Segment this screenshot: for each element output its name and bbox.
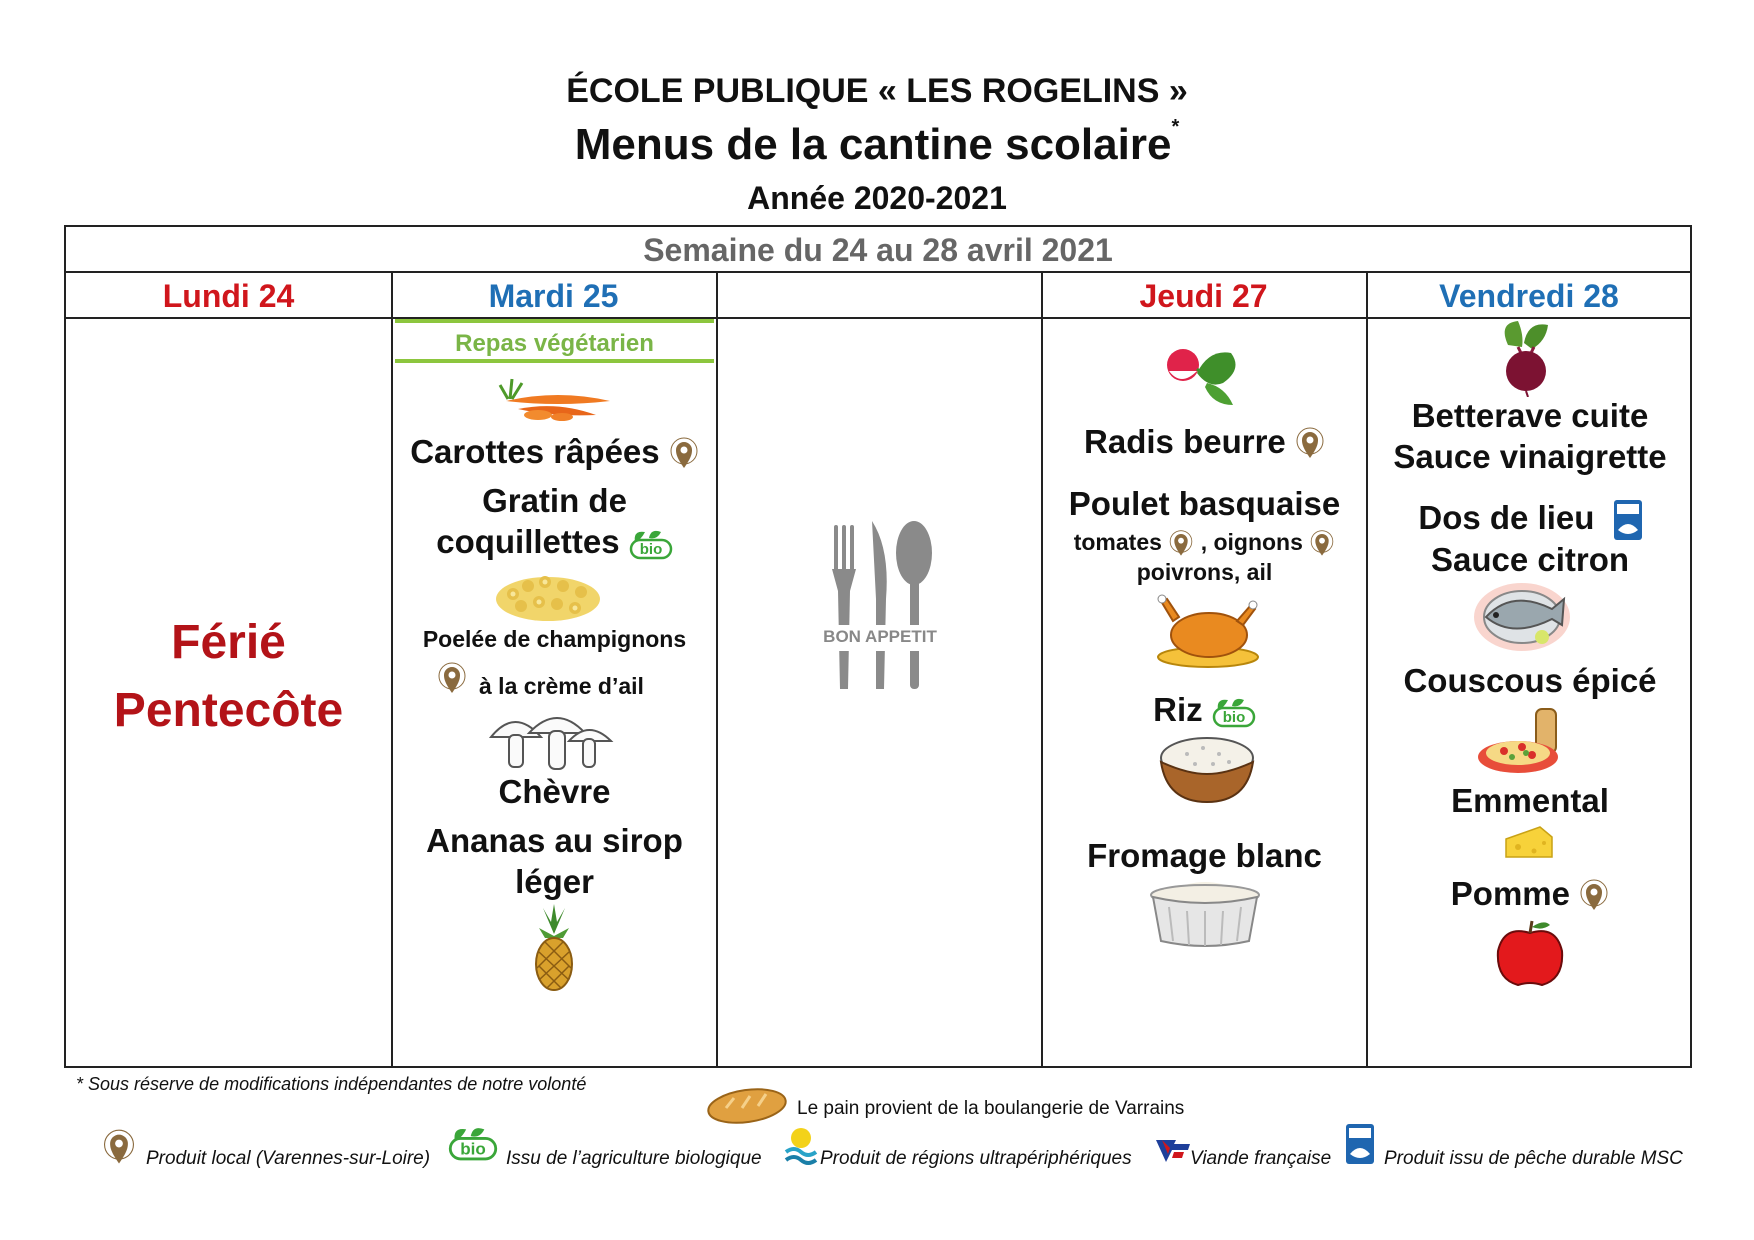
msc-icon — [1346, 1124, 1374, 1164]
bio-icon — [629, 528, 673, 560]
cheese-image — [1504, 825, 1554, 861]
roast-chicken-image — [1153, 591, 1263, 671]
dish-radis: Radis beurre — [1043, 423, 1366, 462]
bon-appetit-logo — [820, 519, 940, 699]
day-header-row — [66, 273, 1690, 319]
dish-carottes: Carottes râpées — [393, 433, 716, 472]
vegetarian-banner: Repas végétarien — [395, 319, 714, 363]
tuesday-column — [393, 319, 716, 1066]
dish-poulet-ingredients-2: poivrons, ail — [1136, 559, 1273, 585]
day-friday: Vendredi 28 — [1439, 278, 1619, 314]
week-title: Semaine du 24 au 28 avril 2021 — [66, 227, 1690, 273]
local-pin-icon — [1168, 529, 1194, 559]
day-tuesday: Mardi 25 — [488, 278, 619, 314]
thursday-column — [1043, 319, 1366, 1066]
bio-icon — [1212, 696, 1256, 728]
dish-gratin-1: Gratin de — [482, 482, 627, 519]
dish-fromage-blanc: Fromage blanc — [1087, 837, 1322, 874]
apple-image — [1492, 919, 1568, 989]
local-pin-icon — [669, 436, 699, 472]
dish-ananas-1: Ananas au sirop — [426, 822, 683, 859]
msc-icon — [1614, 500, 1642, 540]
pasta-image — [493, 564, 603, 624]
carrot-image — [498, 371, 618, 421]
legend-local: Produit local (Varennes-sur-Loire) — [146, 1148, 431, 1169]
day-wednesday — [716, 273, 1041, 317]
svg-text:bio: bio — [1222, 709, 1246, 727]
bread-icon — [706, 1086, 788, 1126]
dish-gratin-2: coquillettes bio — [393, 523, 716, 561]
local-pin-icon — [1579, 878, 1609, 914]
legend-viande-francaise: Viande française — [1190, 1148, 1332, 1169]
menu-table — [64, 225, 1692, 1068]
couscous-image — [1476, 705, 1572, 775]
wednesday-column — [718, 319, 1041, 1066]
day-monday: Lundi 24 — [162, 278, 295, 314]
dish-emmental: Emmental — [1451, 782, 1609, 819]
fromage-blanc-image — [1147, 879, 1263, 949]
svg-text:bio: bio — [460, 1139, 486, 1159]
legend-ultraperipheral: Produit de régions ultrapériphériques — [820, 1148, 1132, 1169]
local-pin-icon — [102, 1128, 136, 1168]
dish-champignons-2: à la crème d’ail — [479, 673, 644, 699]
radish-image — [1157, 343, 1247, 413]
title-footnote-mark: * — [1171, 116, 1180, 138]
monday-column — [66, 319, 391, 1066]
day-thursday: Jeudi 27 — [1139, 278, 1268, 314]
local-pin-icon — [1295, 426, 1325, 462]
svg-text:bio: bio — [639, 541, 663, 559]
local-pin-icon — [437, 661, 467, 697]
holiday-name: Pentecôte — [113, 684, 344, 737]
holiday-label: Férié — [171, 616, 286, 669]
viande-francaise-icon — [1154, 1138, 1192, 1166]
legend-bio: Issu de l’agriculture biologique — [506, 1148, 762, 1169]
page-title: Menus de la cantine scolaire* — [574, 116, 1180, 169]
pineapple-image — [529, 904, 579, 992]
dish-poulet: Poulet basquaise — [1068, 485, 1341, 522]
dish-couscous: Couscous épicé — [1403, 662, 1657, 699]
local-pin-icon — [1309, 529, 1335, 559]
mushroom-image — [485, 707, 615, 777]
dish-riz: Riz bio — [1043, 691, 1366, 729]
dish-betterave-2: Sauce vinaigrette — [1393, 438, 1667, 475]
rice-bowl-image — [1157, 734, 1257, 804]
dish-champignons-1: Poelée de champignons — [422, 626, 687, 652]
dish-ananas-2: léger — [515, 863, 594, 900]
beetroot-image — [1488, 321, 1568, 397]
school-name: ÉCOLE PUBLIQUE « LES ROGELINS » — [566, 72, 1188, 110]
dish-poulet-ingredients-1: tomates , oignons — [1043, 529, 1366, 559]
dish-chevre: Chèvre — [498, 773, 611, 810]
dish-lieu-2: Sauce citron — [1430, 541, 1630, 578]
ultraperipheral-icon — [784, 1126, 818, 1166]
footnote: * Sous réserve de modifications indépendantes de notre volonté — [76, 1074, 587, 1094]
dish-pomme: Pomme — [1368, 875, 1692, 914]
legend-msc: Produit issu de pêche durable MSC — [1384, 1148, 1683, 1169]
bread-note: Le pain provient de la boulangerie de Varrains — [797, 1098, 1185, 1119]
dish-betterave-1: Betterave cuite — [1411, 397, 1649, 434]
fish-plate-image — [1472, 575, 1572, 655]
dish-lieu-1: Dos de lieu — [1368, 499, 1692, 540]
school-year: Année 2020-2021 — [747, 180, 1007, 216]
bon-appetit-label: BON APPETIT — [823, 627, 937, 646]
bio-icon — [448, 1124, 498, 1162]
friday-column — [1368, 319, 1692, 1066]
